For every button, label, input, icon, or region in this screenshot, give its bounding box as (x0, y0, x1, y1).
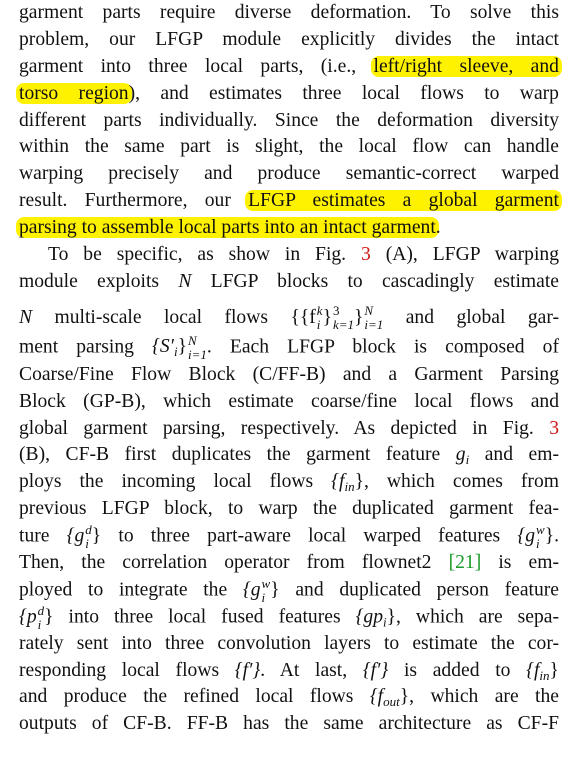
text-line: {p d i } into three local fused features $\{gp_i\}$, which are sepa- (19, 602, 560, 632)
text-line: To be specific, as show in Fig. 3 (A), LFGP warping (48, 244, 559, 266)
text-line: global garment parsing, respectively. As depicted in Fig. 3 (19, 417, 559, 439)
text-line: problem, our LFGP module explicitly divides the intact (19, 28, 559, 50)
paragraph-lfgp-intro (19, 0, 559, 242)
text-line: Block (GP-B), which estimate coarse/fine local flows and (19, 390, 559, 412)
text-line: ploys the incoming local flows $\{f_{in}\}$, which comes from (19, 471, 559, 495)
highlight-global-parsing: LFGP estimates a global garment (245, 190, 562, 211)
figure-reference[interactable]: 3 (361, 244, 371, 266)
text-line: parsing to assemble local parts into an intact garment. (19, 215, 559, 242)
highlight-torso-region: torso region (16, 83, 132, 104)
text-line: torso region), and estimates three local flows to warp (19, 81, 559, 108)
text-line: warping precisely and produce semantic-correct warped (19, 163, 559, 185)
highlight-local-parts: left/right sleeve, and (371, 56, 562, 77)
text-line: (B), CF-B first duplicates the garment feature $g_i$ and em- (19, 444, 559, 468)
text-line: ture {g d i } to three part-aware local warped features {g w i }. (19, 522, 559, 552)
text-line: garment into three local parts, (i.e., left/right sleeve, and (19, 54, 559, 81)
text-line: Then, the correlation operator from flownet2 [21] is em- (19, 552, 559, 574)
text-line: rately sent into three convolution layers to estimate the cor- (19, 632, 559, 654)
text-line: and produce the refined local flows $\{f_{out}\}$, which are the (19, 686, 559, 710)
text-line: N multi-scale local flows {{f k i } 3 k=1 } N i=1 and global gar- (19, 303, 559, 333)
math-global-parsing: $\{S'_i\}$ N i=1 (152, 332, 207, 362)
text-line: garment parts require diverse deformation. To solve this (19, 2, 559, 23)
text-line: within the same part is slight, the local flow can handle (19, 136, 559, 158)
text-line: result. Furthermore, our LFGP estimates a global garment (19, 188, 559, 215)
citation-link[interactable]: [21] (448, 552, 482, 574)
figure-reference[interactable]: 3 (549, 417, 559, 439)
highlight-assemble-parts: parsing to assemble local parts into an intact garment (16, 217, 439, 238)
text-line: previous LFGP block, to warp the duplicated garment fea- (19, 498, 559, 520)
text-line: Coarse/Fine Flow Block (C/FF-B) and a Garment Parsing (19, 363, 559, 385)
text-line: different parts individually. Since the deformation diversity (19, 109, 559, 131)
text-line: ployed to integrate the {g w i } and duplicated person feature (19, 575, 559, 605)
text-line: responding local flows {f′}. At last, {f′} is added to $\{f_{in}\}$ (19, 659, 559, 683)
text-line: ment parsing $\{S'_i\}$ N i=1 . Each LFGP block is composed of (19, 332, 559, 362)
paragraph-lfgp-details (19, 242, 559, 738)
math-local-flows: {{f k i } 3 k=1 } N i=1 (290, 303, 384, 333)
text-line: module exploits N LFGP blocks to cascadingly estimate (19, 270, 559, 292)
text-line: outputs of CF-B. FF-B has the same architecture as CF-F (19, 713, 559, 735)
